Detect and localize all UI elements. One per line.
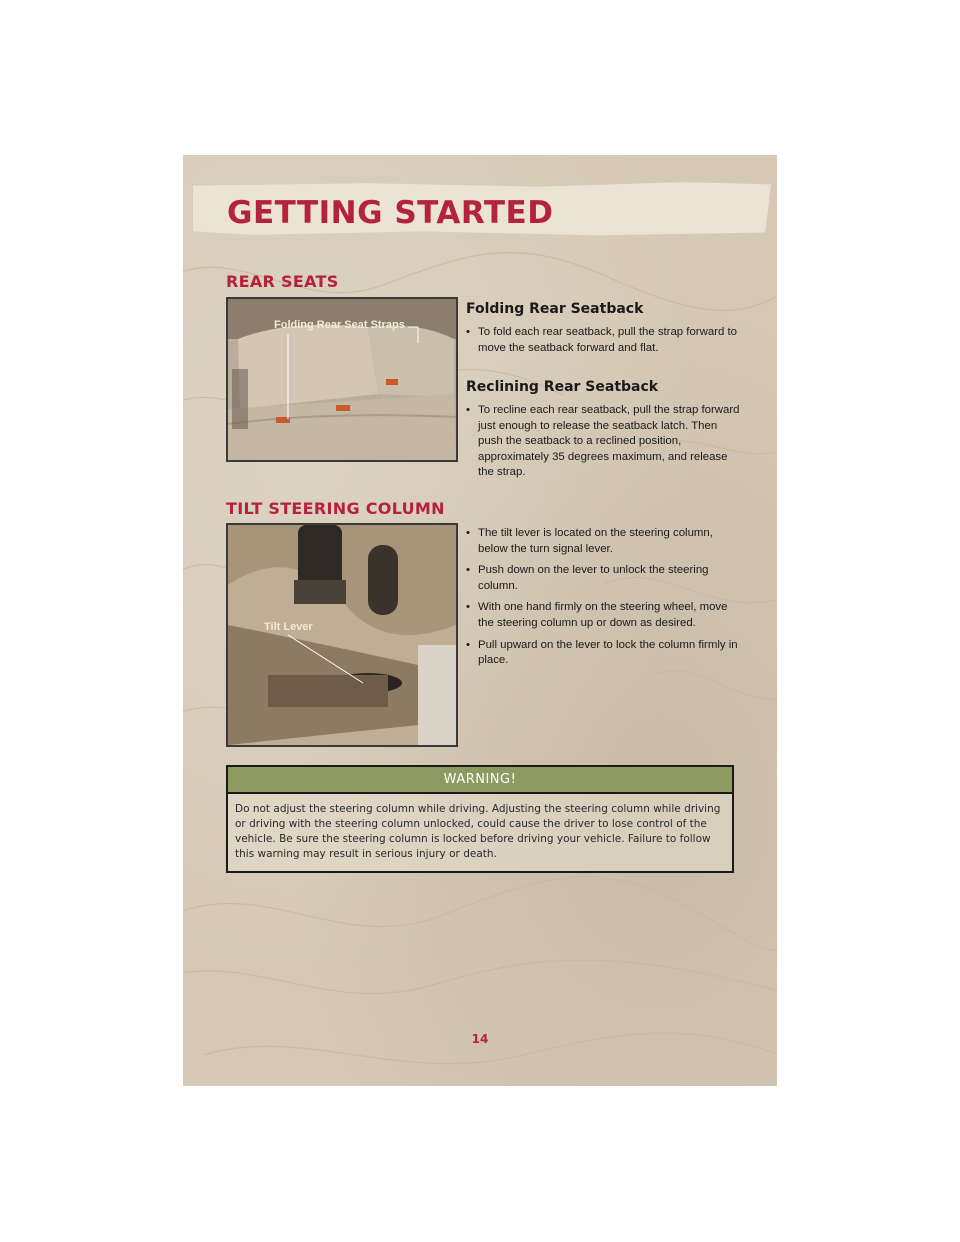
rear-seat-photo (226, 297, 458, 462)
list-item: • To fold each rear seatback, pull the strap forward to move the seatback forward and flat. (466, 325, 741, 356)
list-item: • With one hand firmly on the steering wheel, move the steering column up or down as desired. (466, 600, 741, 631)
warning-box (226, 765, 734, 873)
page-number: 14 (471, 1032, 489, 1046)
photo-label-tilt-lever: Tilt Lever (264, 621, 313, 633)
section-title-rear-seats: REAR SEATS (226, 272, 339, 291)
folding-bullet-list (466, 325, 741, 362)
list-item: • Push down on the lever to unlock the steering column. (466, 563, 741, 594)
subtitle-folding-rear-seatback: Folding Rear Seatback (466, 301, 644, 317)
reclining-bullet-list (466, 403, 741, 487)
subtitle-reclining-rear-seatback: Reclining Rear Seatback (466, 379, 659, 395)
manual-page (183, 155, 777, 1086)
warning-text: Do not adjust the steering column while driving. Adjusting the steering column while driving or driving with the steering column unlocked, could cause the driver to lose control of the vehicle. Be sure the steering column is locked before driving your vehicle. Failure to follow this warning may result in serious injury or death. (235, 803, 721, 860)
list-item: • The tilt lever is located on the steering column, below the turn signal lever. (466, 526, 741, 557)
list-item: • To recline each rear seatback, pull the strap forward just enough to release the seatback latch. Then push the seatback to a reclined position, approximately 35 degrees maximum, and release the strap. (466, 403, 741, 481)
warning-title: WARNING! (228, 767, 732, 794)
section-title-tilt-steering-column: TILT STEERING COLUMN (226, 499, 445, 518)
page-title: GETTING STARTED (227, 195, 554, 231)
tilt-bullet-list (466, 526, 741, 675)
photo-label-seat-straps: Folding Rear Seat Straps (274, 319, 405, 331)
tilt-lever-photo (226, 523, 458, 747)
list-item: • Pull upward on the lever to lock the column firmly in place. (466, 638, 741, 669)
